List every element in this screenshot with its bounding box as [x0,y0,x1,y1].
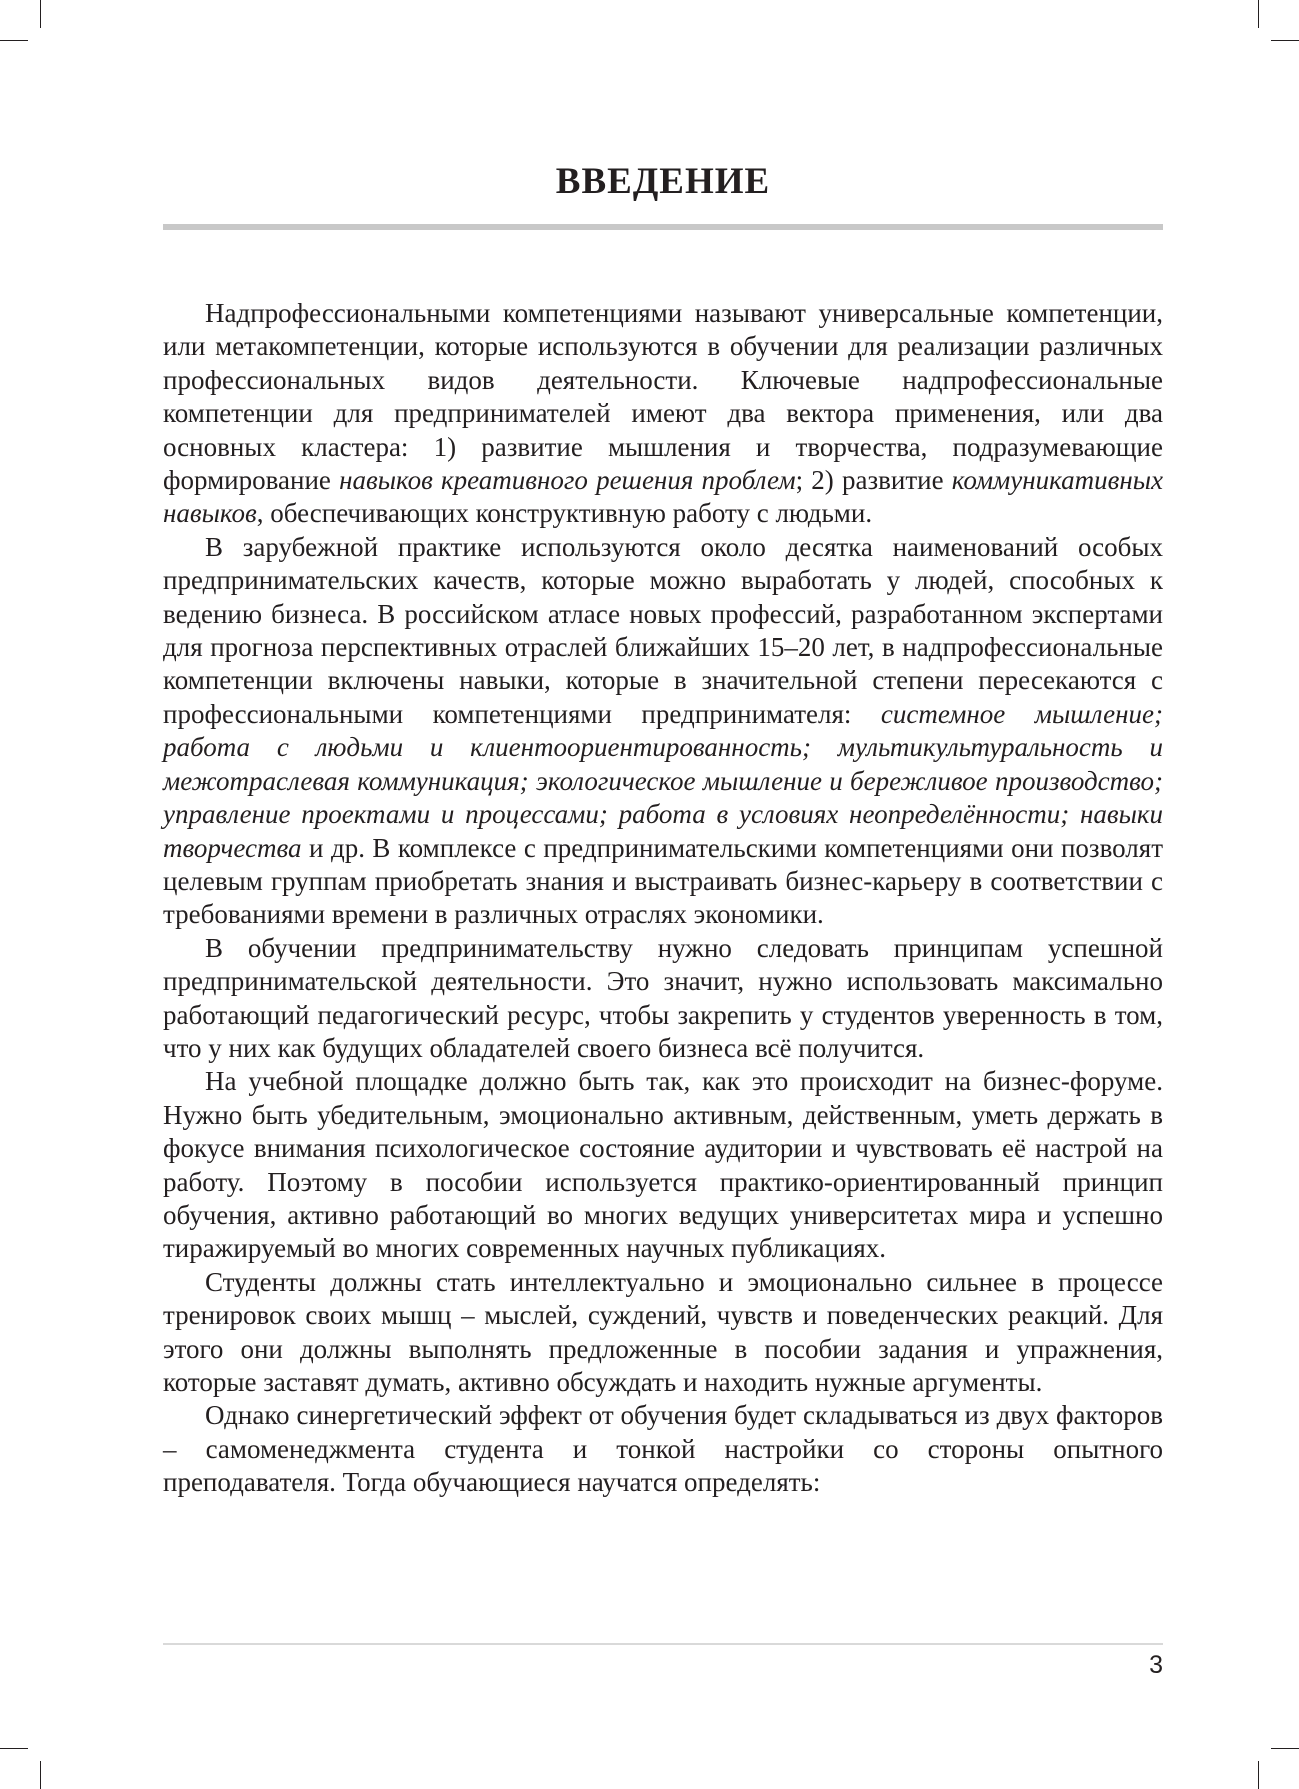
text-run: , обеспечивающих конструктивную работу с людьми. [256,498,873,529]
paragraph [163,297,1163,531]
heading-divider [163,224,1163,230]
crop-mark [0,1748,28,1749]
paragraph [163,531,1163,932]
crop-mark [0,40,28,41]
crop-mark [1271,1748,1299,1749]
text-run: В зарубежной практике используются около десятка наименований особых предпринимательских качеств, которые можно выработать у людей, способных к ведению бизнеса. В российском атласе новых профессий, разработанном экспертами для прогноза перспективных отраслей ближайших 15–20 лет, в надпрофессиональные компетенции включены навыки, которые в значительной степени пересекаются с профессиональными компетенциями предпринимателя: [163,531,1163,729]
paragraph [163,1065,1163,1265]
crop-mark [40,0,41,28]
italic-run: коммуникативных навыков [163,465,1164,529]
paragraph [163,1266,1163,1400]
text-run: На учебной площадке должно быть так, как это происходит на бизнес-форуме. Нужно быть убедительным, эмоционально активным, действенным, уметь держать в фокусе внимания психологическое состояние аудитории и чувствовать её настрой на работу. Поэтому в пособии используется практико-ориентированный принцип обучения, активно работающий во многих ведущих университетах мира и успешно тиражируемый во многих современных научных публикациях. [163,1066,1163,1264]
italic-run: системное мышление; работа с людьми и клиентоориентированность; мультикультуральность и межотраслевая коммуникация; экологическое мышление и бережливое производство; управление проектами и процессами; работа в условиях неопределённости; навыки творчества [163,698,1163,863]
crop-mark [1258,1761,1259,1789]
crop-mark [40,1761,41,1789]
text-run: Надпрофессиональными компетенциями называют универсальные компетенции, или метакомпетенции, которые используются в обучении для реализации различных профессиональных видов деятельности. Ключевые надпрофессиональные компетенции для предпринимателей имеют два вектора применения, или два основных кластера: 1) развитие мышления и творчества, подразумевающие формирование [163,298,1163,496]
crop-mark [1271,40,1299,41]
text-run: Студенты должны стать интеллектуально и эмоционально сильнее в процессе тренировок своих мышц – мыслей, суждений, чувств и поведенческих реакций. Для этого они должны выполнять предложенные в пособии задания и упражнения, которые заставят думать, активно обсуждать и находить нужные аргументы. [163,1266,1163,1397]
text-run: ; 2) развитие [795,465,952,496]
footer-divider [163,1643,1163,1645]
page-number: 3 [1149,1651,1163,1679]
text-run: В обучении предпринимательству нужно следовать принципам успешной предпринимательской деятельности. Это значит, нужно использовать максимально работающий педагогический ресурс, чтобы закрепить у студентов уверенность в том, что у них как будущих обладателей своего бизнеса всё получится. [163,932,1163,1063]
paragraph [163,1399,1163,1499]
text-run: Однако синергетический эффект от обучения будет складываться из двух факторов – самоменеджмента студента и тонкой настройки со стороны опытного преподавателя. Тогда обучающиеся научатся определять: [163,1400,1163,1498]
italic-run: навыков креативного решения проблем [339,465,796,496]
crop-mark [1258,0,1259,28]
text-run: и др. В комплексе с предпринимательскими компетенциями они позволят целевым группам приобретать знания и выстраивать бизнес-карьеру в соответствии с требованиями времени в различных отраслях экономики. [163,832,1163,930]
paragraph [163,932,1163,1066]
page-title: ВВЕДЕНИЕ [555,161,771,202]
body-text [163,297,1163,1500]
